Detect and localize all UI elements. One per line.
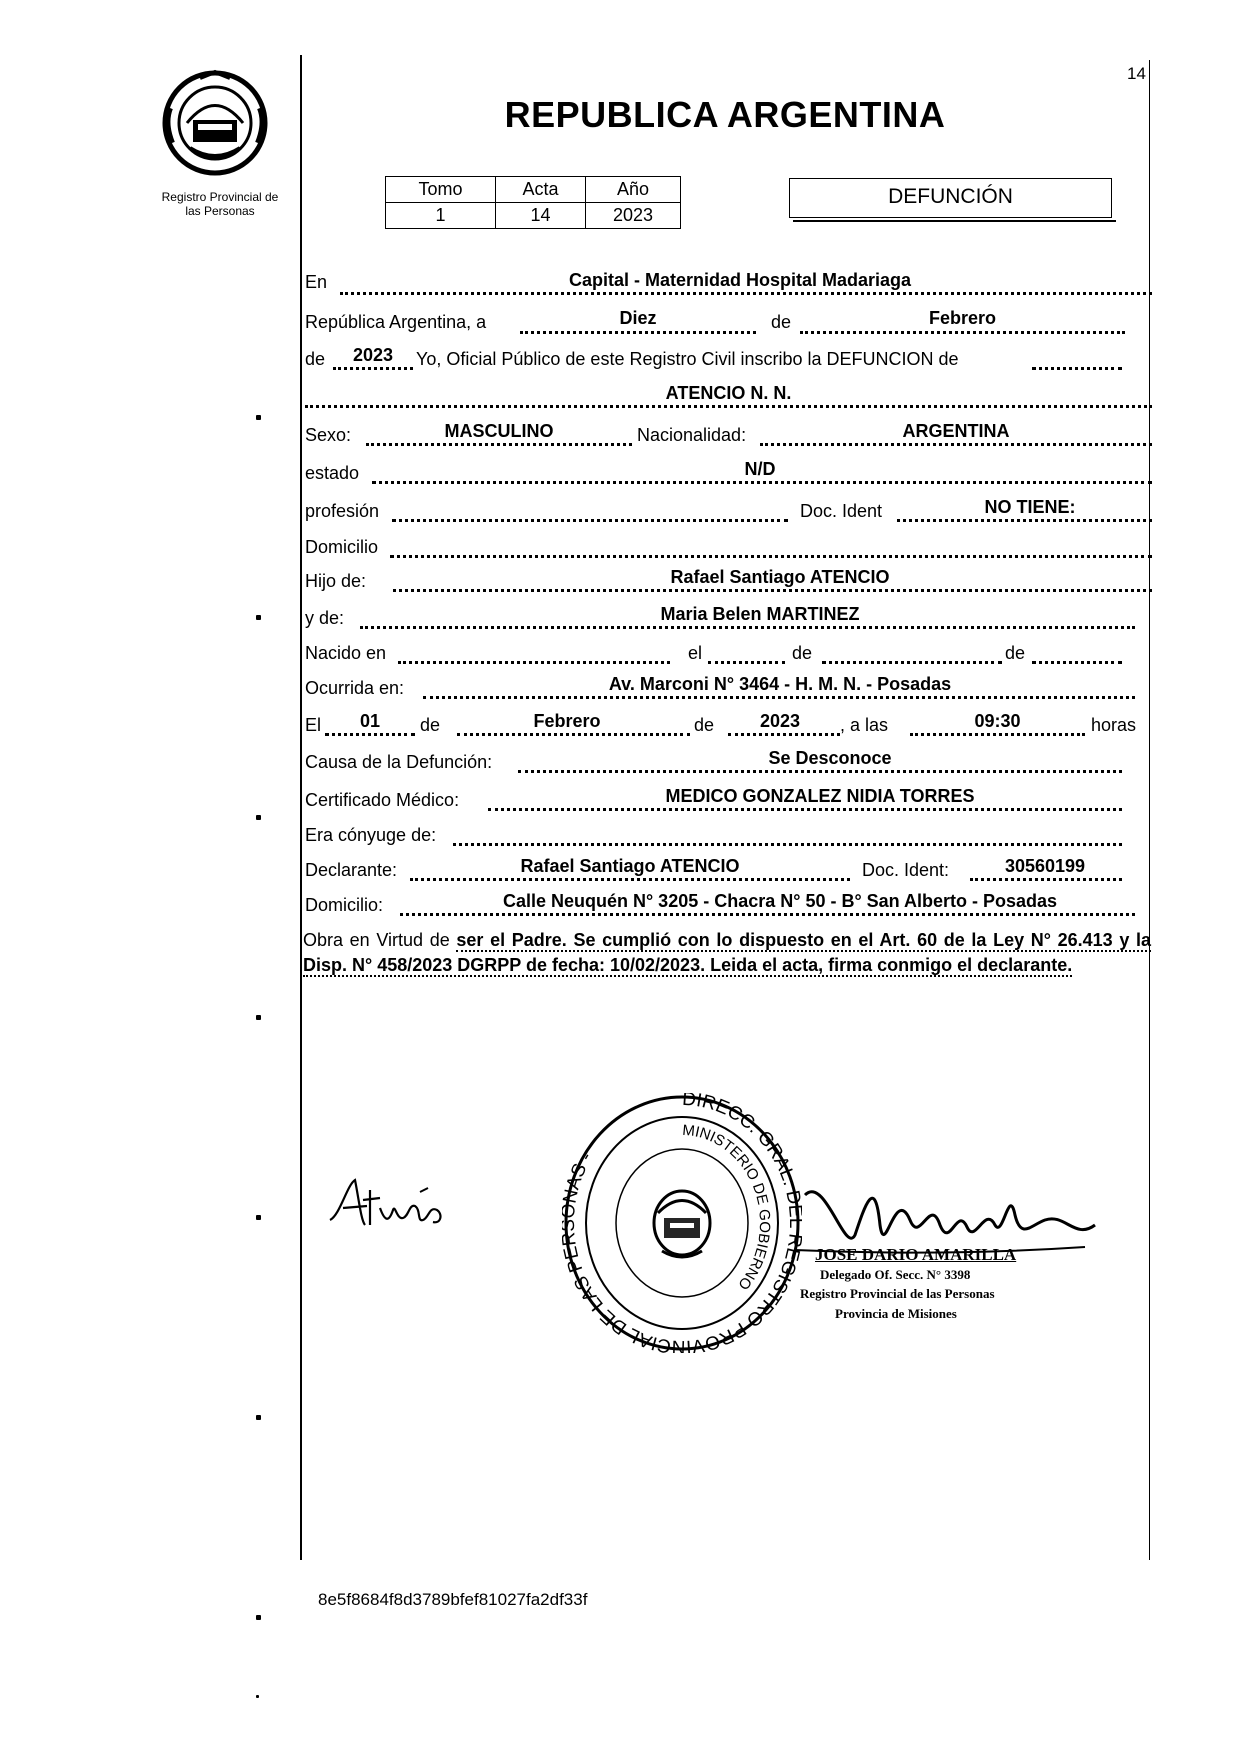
dotted-line [520,331,756,334]
alas-label: , a las [840,715,889,735]
official-office: Registro Provincial de las Personas [800,1286,995,1301]
side-mark [256,415,261,420]
value-acta: 14 [496,203,586,229]
dotted-line [728,733,840,736]
time-value: 09:30 [974,711,1021,731]
dotted-line [708,661,785,664]
dotted-line [1032,367,1122,370]
dotted-line [392,519,788,522]
date-year-value: 2023 [759,711,801,731]
dotted-line [488,808,1122,811]
nacionalidad-value: ARGENTINA [902,421,1010,441]
rep-de-label: de [771,312,792,332]
record-type-box: DEFUNCIÓN [789,178,1112,218]
side-mark [256,1615,261,1620]
dotted-line [1032,661,1122,664]
doc-ident-value: NO TIENE: [984,497,1076,517]
declarant-signature [325,1170,465,1240]
dotted-line [366,443,632,446]
declarante-value: Rafael Santiago ATENCIO [520,856,740,876]
value-tomo: 1 [386,203,496,229]
record-header-row [386,177,681,203]
date-month-value: Febrero [533,711,601,731]
side-mark [256,1415,261,1420]
stamp-inner-text: MINISTERIO DE GOBIERNO [681,1121,774,1293]
causa-label: Causa de la Defunción: [305,752,493,772]
dotted-line [760,443,1152,446]
record-value-row [386,203,681,229]
header-anio: Año [586,177,681,203]
horas-label: horas [1091,715,1137,735]
registry-caption [140,190,300,218]
dotted-line [393,589,1152,592]
page-title: REPUBLICA ARGENTINA [504,94,946,135]
rep-day-value: Diez [619,308,657,328]
official-province: Provincia de Misiones [835,1306,957,1321]
domicilio-label: Domicilio [305,537,379,557]
value-anio: 2023 [586,203,681,229]
dotted-line [398,661,670,664]
rep-label: República Argentina, a [305,312,487,332]
side-mark [256,615,261,620]
dotted-line [897,519,1152,522]
dotted-line [970,878,1122,881]
side-mark [256,1215,261,1220]
inscription-text: Yo, Oficial Público de este Registro Civil inscribo la DEFUNCION de [416,349,959,369]
official-name: JOSE DARIO AMARILLA [815,1245,1017,1264]
yde-label: y de: [305,608,345,628]
observations-bold: ser el Padre. Se cumplió con lo dispuesto en el Art. 60 de la Ley N° 26.413 y la Disp. N° 458/2023 DGRPP de fecha: 10/02/2023. Leida el acta, firma conmigo el declarante. [303,930,1151,975]
sexo-value: MASCULINO [444,421,554,441]
official-title: Delegado Of. Secc. N° 3398 [820,1267,971,1282]
dotted-line [910,733,1085,736]
side-mark [256,1015,261,1020]
dotted-line [457,733,690,736]
date-day-value: 01 [359,711,381,731]
hijo-value: Rafael Santiago ATENCIO [670,567,890,587]
stamp-outer-text: DIRECC. GRAL. EGISTRO PROVINCIAL DE LAS PE AS - [562,1093,802,1353]
observations-text [303,928,1151,978]
dotted-line [453,843,1122,846]
dotted-line [333,367,413,370]
nacido-de-label: de [792,643,813,663]
record-table [385,176,681,229]
date-el-label: El [305,715,322,735]
dotted-line [423,696,1135,699]
official-stamp [562,1093,802,1353]
date-de-label: de [420,715,441,735]
dotted-line [390,555,1152,558]
decl-domicilio-label: Domicilio: [305,895,384,915]
ocurrida-label: Ocurrida en: [305,678,405,698]
nacionalidad-label: Nacionalidad: [637,425,747,445]
sexo-label: Sexo: [305,425,352,445]
dotted-line [340,292,1152,295]
en-label: En [305,272,328,292]
nacido-de-label-2: de [1005,643,1026,663]
margin-rule-right [1149,60,1150,1560]
registry-caption-line2: las Personas [185,204,255,218]
margin-rule-left [300,55,302,1560]
decl-domicilio-value: Calle Neuquén N° 3205 - Chacra N° 50 - B° San Alberto - Posadas [502,891,1058,911]
dotted-line [822,661,1002,664]
nacido-label: Nacido en [305,643,387,663]
certificado-value: MEDICO GONZALEZ NIDIA TORRES [665,786,975,806]
profesion-label: profesión [305,501,380,521]
dotted-line [400,913,1135,916]
estado-label: estado [305,463,360,483]
hijo-label: Hijo de: [305,571,367,591]
date-de-label-2: de [694,715,715,735]
year-value: 2023 [352,345,394,365]
header-acta: Acta [496,177,586,203]
dotted-line [360,626,1135,629]
year-prefix-label: de [305,349,326,369]
yde-value: Maria Belen MARTINEZ [660,604,860,624]
dotted-line [518,770,1122,773]
declarante-label: Declarante: [305,860,398,880]
side-mark [256,1695,259,1698]
dotted-line [800,331,1125,334]
coat-of-arms-icon [654,1191,710,1257]
registry-logo [160,68,270,178]
en-value: Capital - Maternidad Hospital Madariaga [568,270,912,290]
dotted-line [305,405,1152,408]
rep-month-value: Febrero [928,308,997,328]
decl-doc-label: Doc. Ident: [862,860,950,880]
dotted-line [325,733,415,736]
observations-prefix: Obra en Virtud de [303,930,450,950]
document-hash: 8e5f8684f8d3789bfef81027fa2df33f [318,1590,588,1609]
ocurrida-value: Av. Marconi N° 3464 - H. M. N. - Posadas [608,674,952,694]
conyuge-label: Era cónyuge de: [305,825,437,845]
side-mark [256,815,261,820]
certificado-label: Certificado Médico: [305,790,460,810]
page-number: 14 [1127,64,1146,83]
registry-caption-line1: Registro Provincial de [161,190,279,204]
dotted-line [372,481,1152,484]
decl-doc-value: 30560199 [1004,856,1086,876]
doc-ident-label: Doc. Ident [800,501,883,521]
estado-value: N/D [744,459,776,479]
header-tomo: Tomo [386,177,496,203]
nacido-el-label: el [688,643,703,663]
deceased-name: ATENCIO N. N. [665,383,792,403]
dotted-line [410,878,850,881]
causa-value: Se Desconoce [768,748,892,768]
